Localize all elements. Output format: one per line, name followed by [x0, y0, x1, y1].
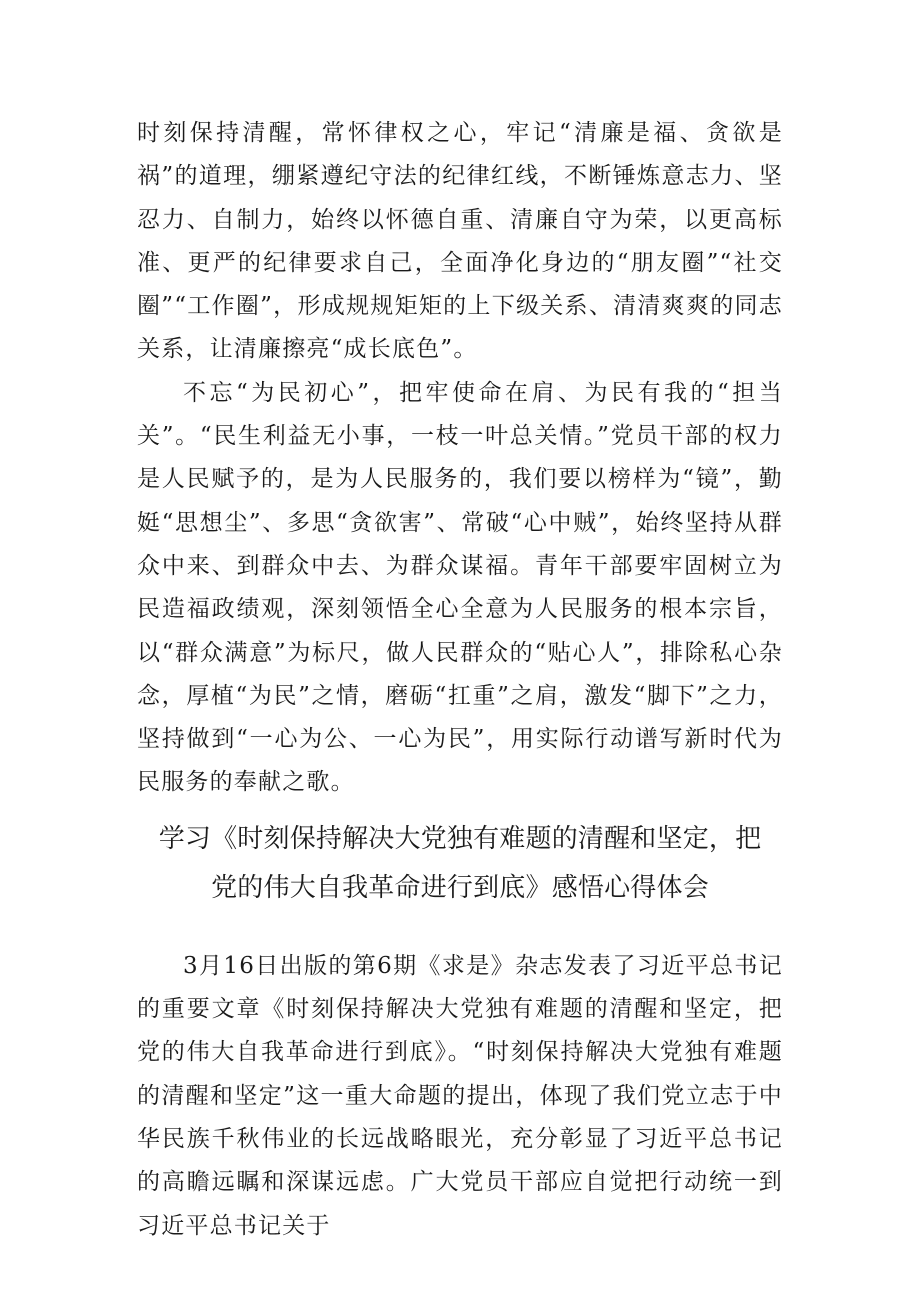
article-title: [137, 815, 783, 913]
paragraph-integrity: 时刻保持清醒，常怀律权之心，牢记“清廉是福、贪欲是祸”的道理，绷紧遵纪守法的纪律红线，不断锤炼意志力、坚忍力、自制力，始终以怀德自重、清廉自守为荣，以更高标准、更严的纪律要求自己，全面净化身边的“朋友圈”“社交圈”“工作圈”，形成规规矩矩的上下级关系、清清爽爽的同志关系，让清廉擦亮“成长底色”。: [137, 120, 783, 363]
document-page: [137, 112, 783, 1248]
paragraph-intro: 3月16日出版的第6期《求是》杂志发表了习近平总书记的重要文章《时刻保持解决大党独有难题的清醒和坚定，把党的伟大自我革命进行到底》。“时刻保持解决大党独有难题的清醒和坚定”这一重大命题的提出，体现了我们党立志于中华民族千秋伟业的长远战略眼光，充分彰显了习近平总书记的高瞻远瞩和深谋远虑。广大党员干部应自觉把行动统一到习近平总书记关于: [137, 952, 783, 1239]
title-spacing: [137, 913, 783, 945]
article-title-line-2: 党的伟大自我革命进行到底》感悟心得体会: [211, 872, 709, 903]
paragraph-serve-people: 不忘“为民初心”，把牢使命在肩、为民有我的“担当关”。“民生利益无小事，一枝一叶总关情。”党员干部的权力是人民赋予的，是为人民服务的，我们要以榜样为“镜”，勤娗“思想尘”、多思“贪欲害”、常破“心中贼”，始终坚持从群众中来、到群众中去、为群众谋福。青年干部要牢固树立为民造福政绩观，深刻领悟全心全意为人民服务的根本宗旨，以“群众满意”为标尺，做人民群众的“贴心人”，排除私心杂念，厚植“为民”之情，磨砺“扛重”之肩，激发“脚下”之力，坚持做到“一心为公、一心为民”，用实际行动谱写新时代为民服务的奉献之歌。: [137, 379, 783, 796]
article-title-line-1: 学习《时刻保持解决大党独有难题的清醒和坚定，把: [158, 823, 762, 854]
